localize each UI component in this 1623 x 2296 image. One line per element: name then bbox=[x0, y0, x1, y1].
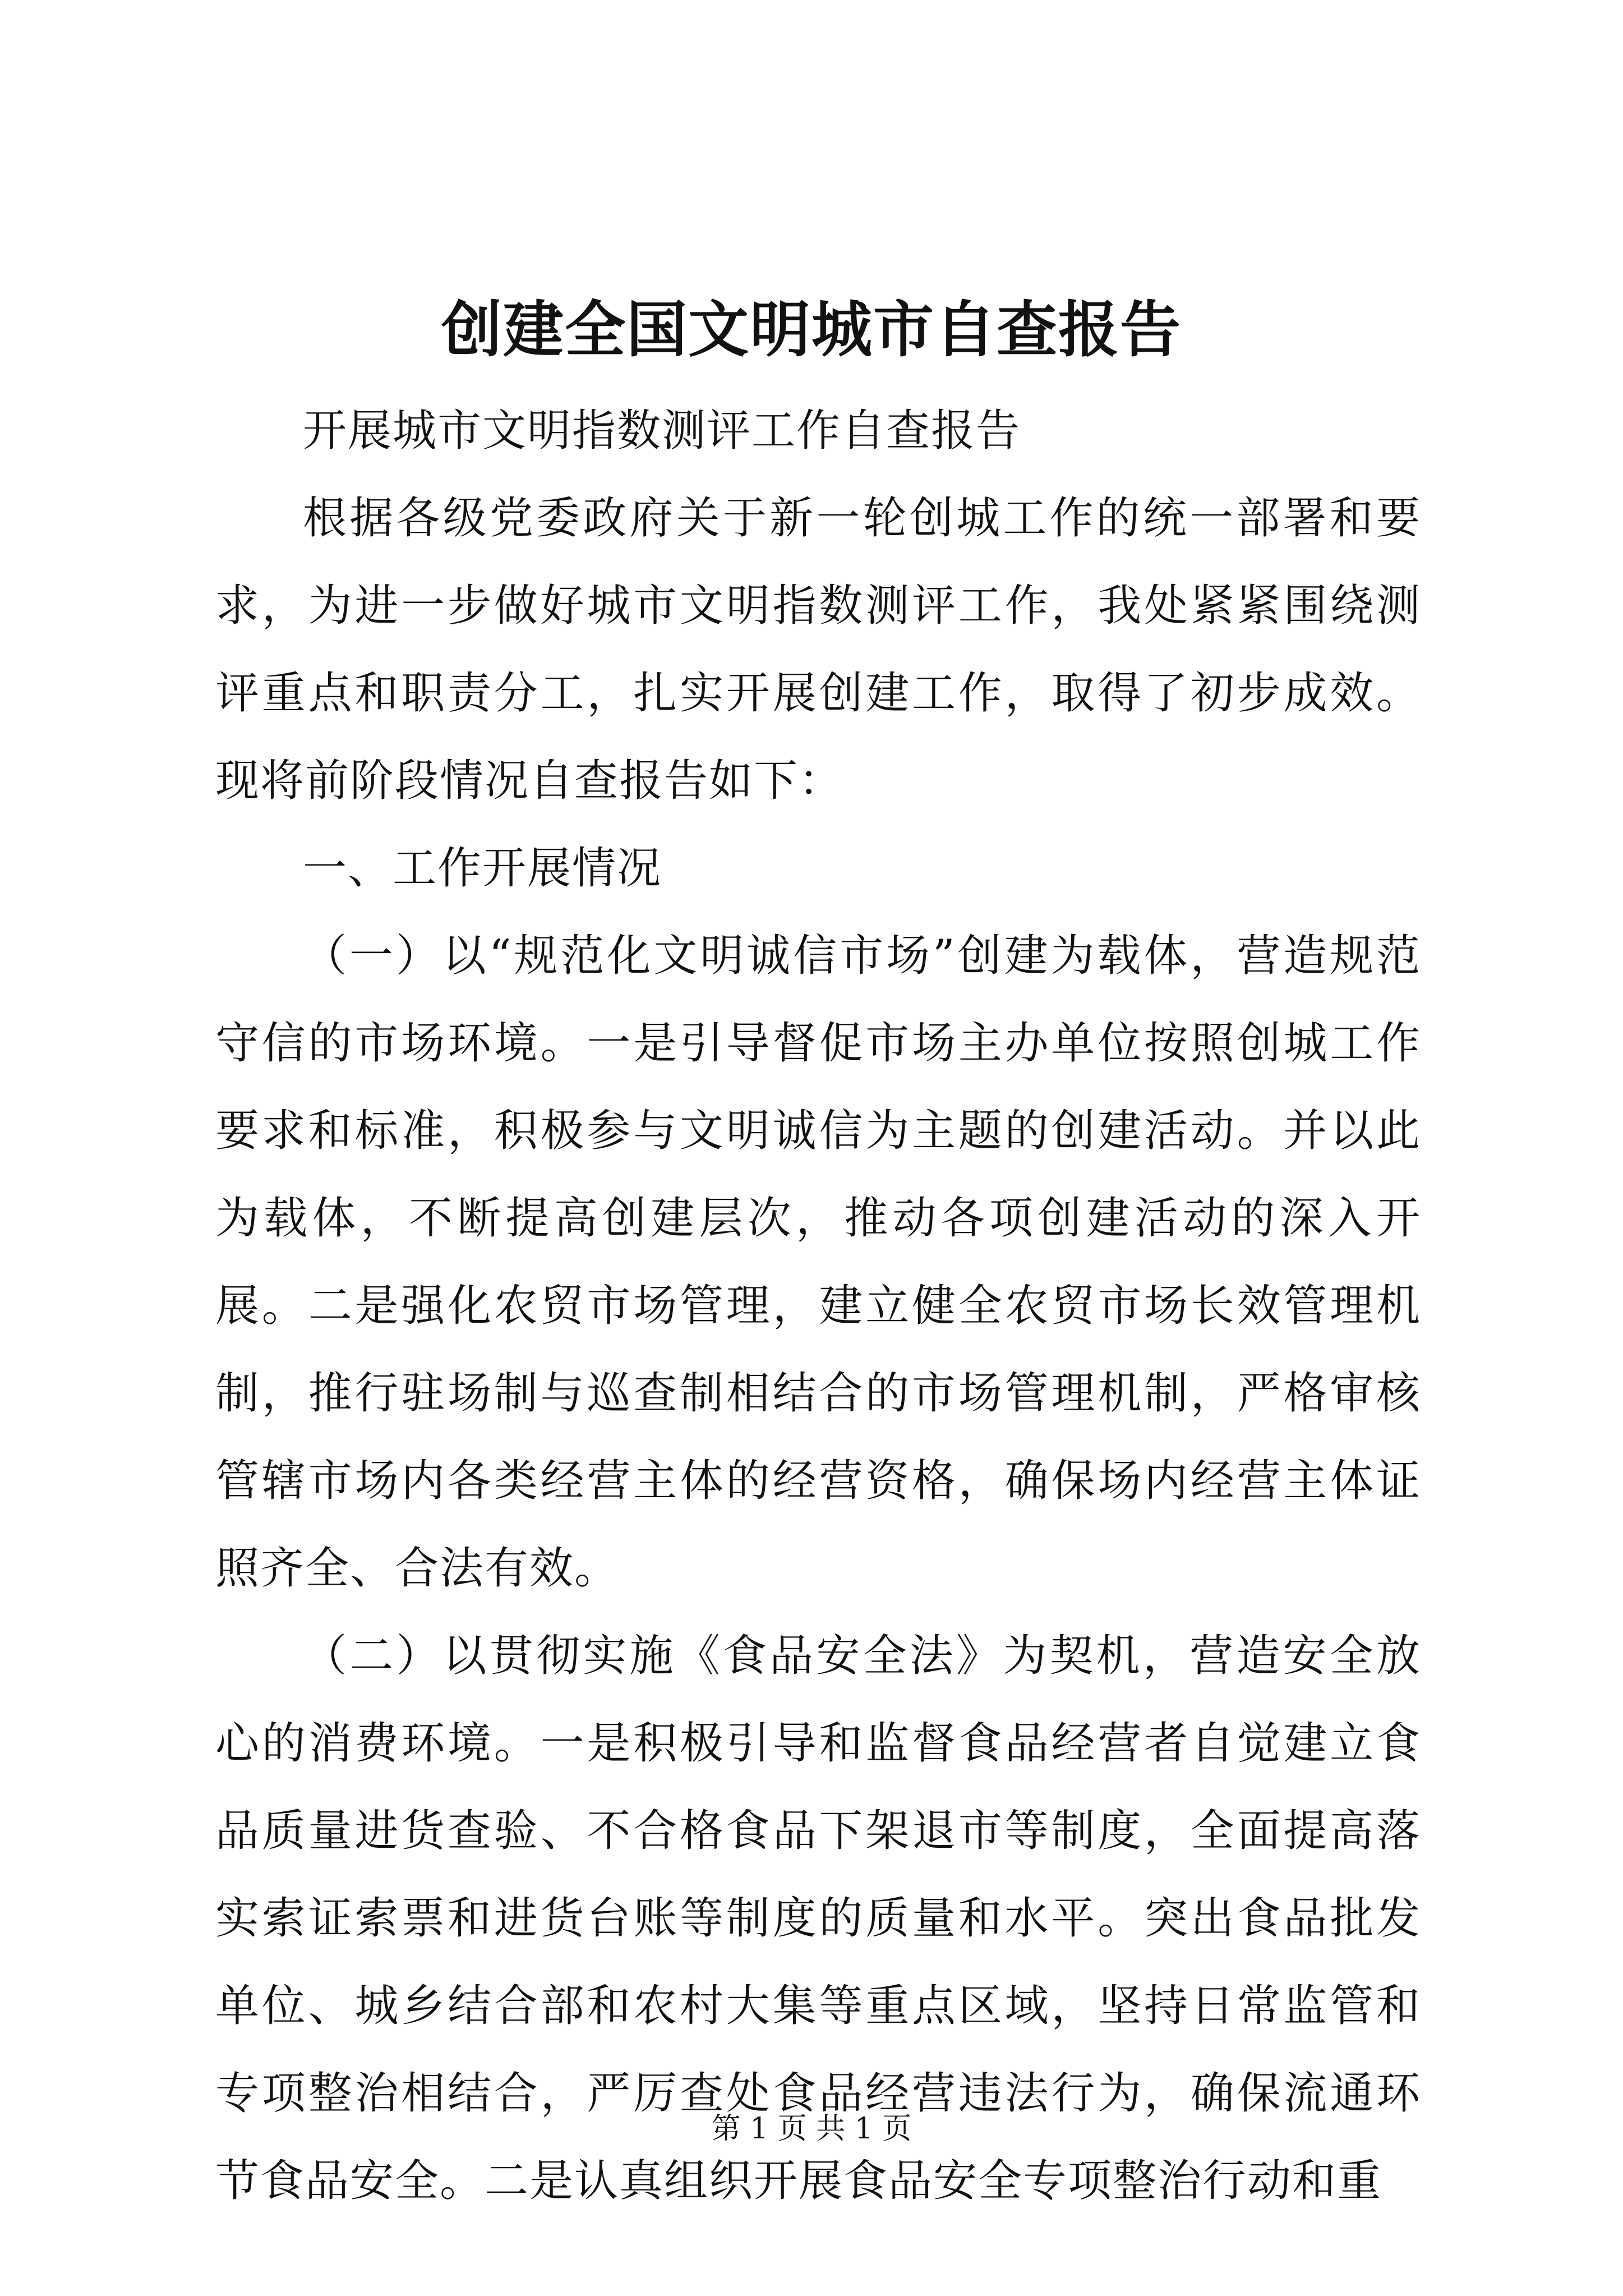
section-heading: 一、工作开展情况 bbox=[303, 843, 662, 894]
page-footer bbox=[0, 2109, 1623, 2148]
document-title: 创建全国文明城市自查报告 bbox=[441, 295, 1182, 365]
intro-paragraph: 根据各级党委政府关于新一轮创城工作的统一部署和要求，为进一步做好城市文明指数测评工作，我处紧紧围绕测评重点和职责分工，扎实开展创建工作，取得了初步成效。现将前阶段情况自查报告如下： bbox=[215, 493, 1421, 806]
paragraph-food-safety: （二）以贯彻实施《食品安全法》为契机，营造安全放心的消费环境。一是积极引导和监督食品经营者自觉建立食品质量进货查验、不合格食品下架退市等制度，全面提高落实索证索票和进货台账等制度的质量和水平。突出食品批发单位、城乡结合部和农村大集等重点区域，坚持日常监管和专项整治相结合，严厉查处食品经营违法行为，确保流通环节食品安全。二是认真组织开展食品安全专项整治行动和重 bbox=[215, 1631, 1421, 2206]
page-number: 第 1 页 共 1 页 bbox=[711, 2112, 912, 2146]
paragraph-market: （一）以“规范化文明诚信市场”创建为载体，营造规范守信的市场环境。一是引导督促市场主办单位按照创城工作要求和标准，积极参与文明诚信为主题的创建活动。并以此为载体，不断提高创建层次，推动各项创建活动的深入开展。二是强化农贸市场管理，建立健全农贸市场长效管理机制，推行驻场制与巡查制相结合的市场管理机制，严格审核管辖市场内各类经营主体的经营资格，确保场内经营主体证照齐全、合法有效。 bbox=[215, 931, 1421, 1594]
subtitle: 开展城市文明指数测评工作自查报告 bbox=[303, 406, 1021, 456]
document-body bbox=[215, 387, 1421, 2225]
